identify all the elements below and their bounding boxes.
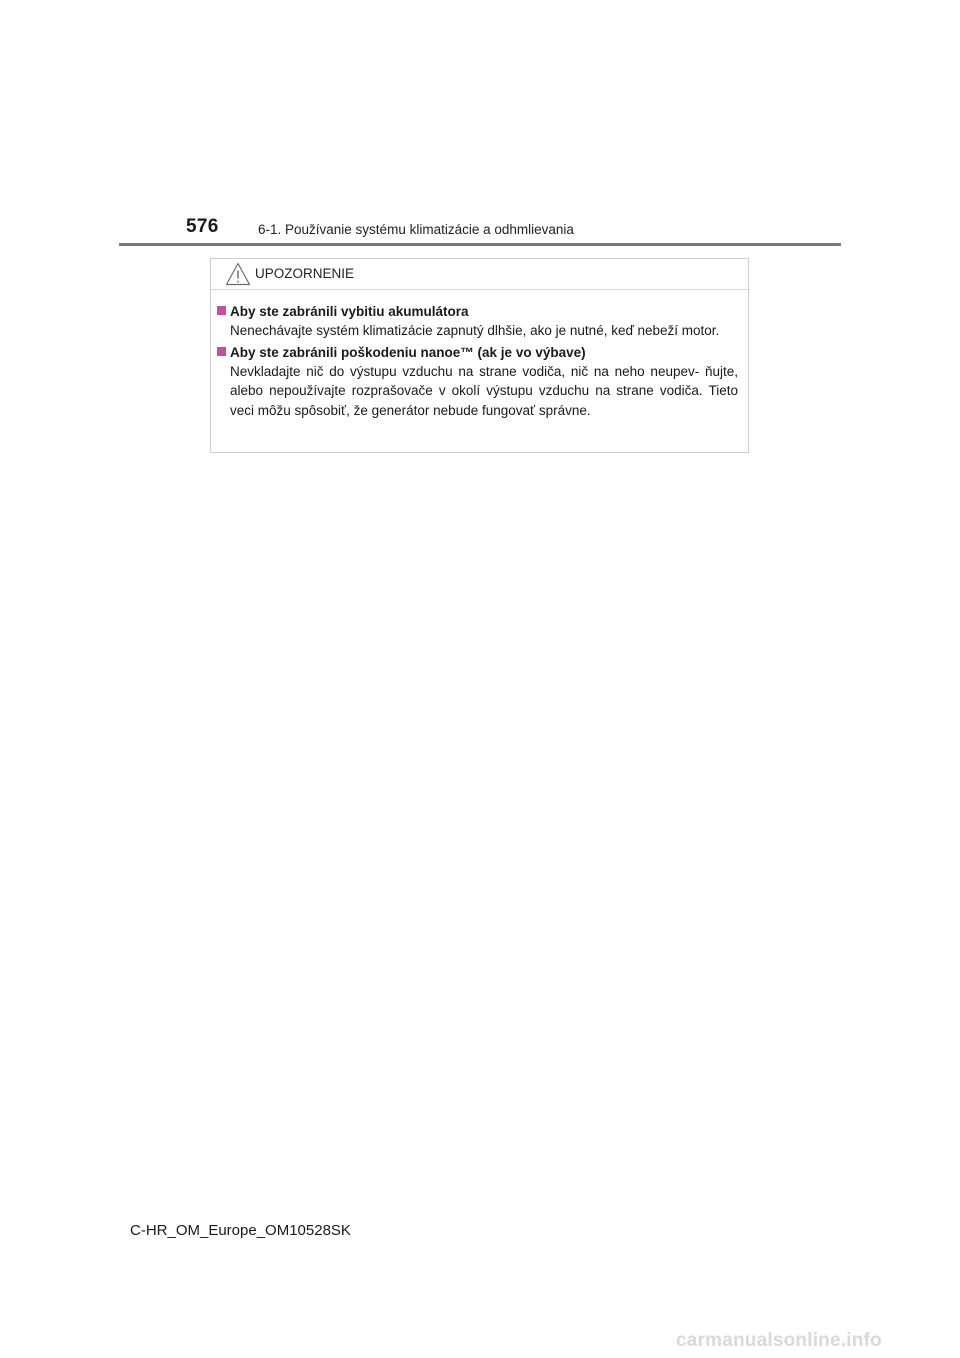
square-bullet-icon	[217, 347, 226, 356]
warning-item	[217, 302, 740, 341]
warning-box	[210, 258, 749, 453]
footer-document-code: C-HR_OM_Europe_OM10528SK	[130, 1222, 351, 1239]
section-title: 6-1. Používanie systému klimatizácie a odhmlievania	[258, 222, 574, 237]
warning-item-heading-text: Aby ste zabránili poškodeniu nanoe™ (ak je vo výbave)	[230, 344, 586, 360]
warning-body	[211, 290, 748, 420]
warning-item-heading	[217, 343, 740, 362]
warning-header	[211, 259, 748, 290]
warning-item-text: Nenechávajte systém klimatizácie zapnutý dlhšie, ako je nutné, keď nebeží motor.	[230, 323, 720, 338]
warning-item-text: Nevkladajte nič do výstupu vzduchu na strane vodiča, nič na neho neupev- ňujte, alebo nepoužívajte rozprašovače v okolí výstupu vzduchu na strane vodiča. Tieto veci môžu spôsobiť, že generátor nebude fungovať správne.	[230, 363, 738, 418]
page-number: 576	[186, 216, 219, 237]
header-rule	[119, 243, 841, 246]
warning-triangle-icon	[225, 262, 251, 286]
warning-item	[217, 343, 740, 421]
warning-label: UPOZORNENIE	[255, 266, 355, 281]
warning-item-heading	[217, 302, 740, 321]
square-bullet-icon	[217, 306, 226, 315]
watermark: carmanualsonline.info	[676, 1330, 882, 1351]
warning-item-heading-text: Aby ste zabránili vybitiu akumulátora	[230, 304, 469, 319]
